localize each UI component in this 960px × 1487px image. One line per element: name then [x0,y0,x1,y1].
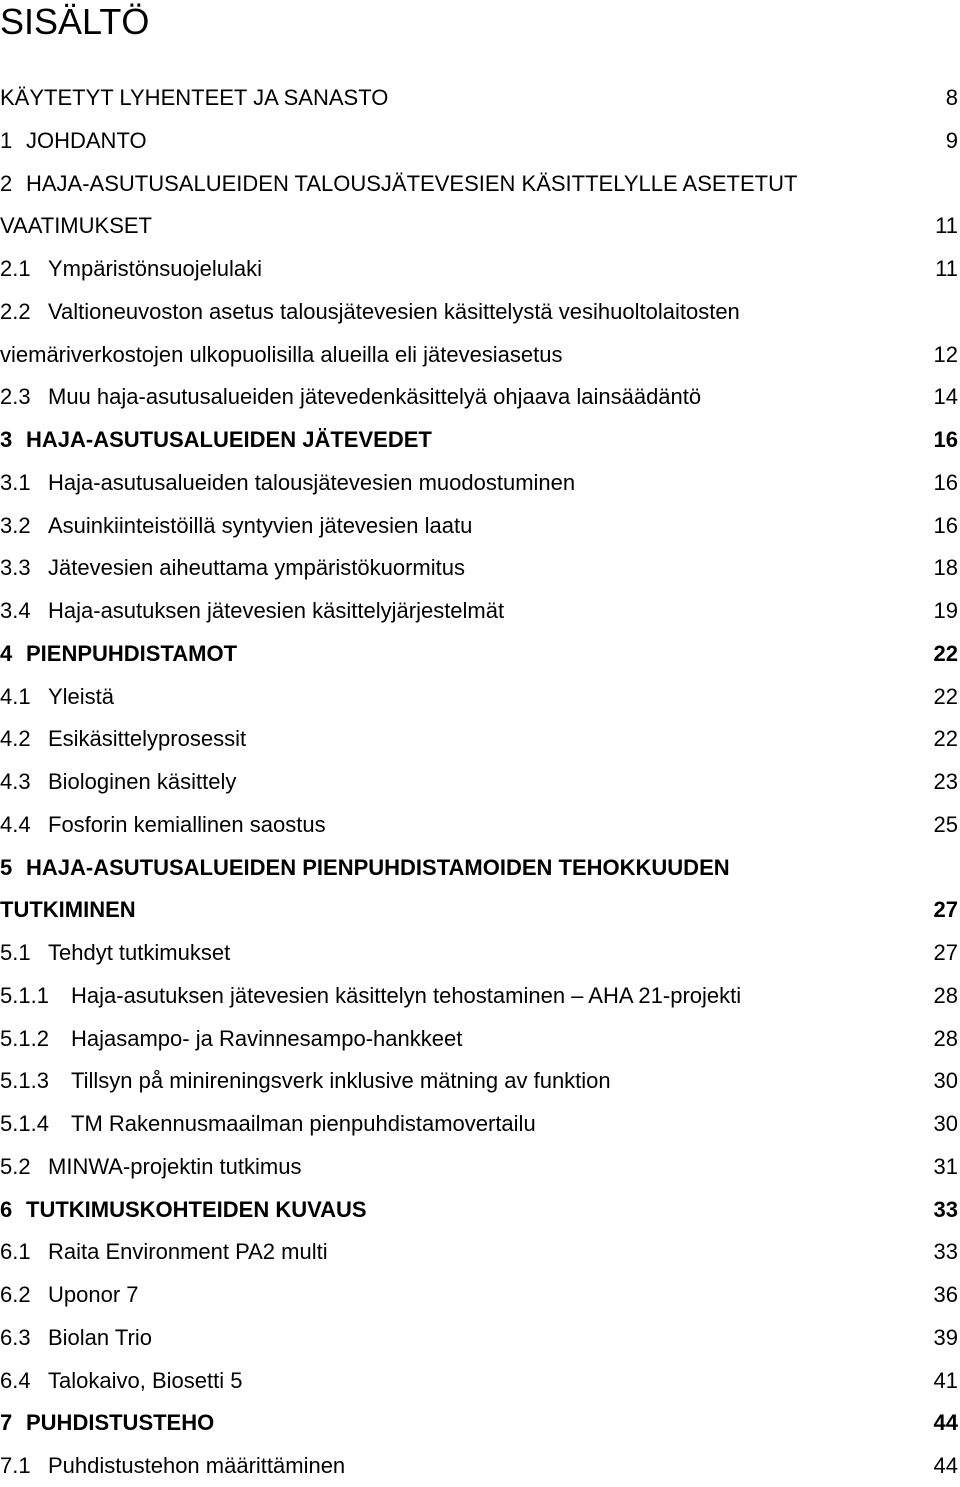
toc-entry-title: Esikäsittelyprosessit [48,726,247,752]
toc-entry[interactable] [0,847,958,889]
toc-entry-page: 33 [933,1196,958,1222]
toc-entry-title: TUTKIMUSKOHTEIDEN KUVAUS [26,1196,367,1222]
toc-entry-title: Biologinen käsittely [48,769,237,794]
toc-entry-number: 4.1 [0,683,31,709]
toc-entry-title: Haja-asutuksen jätevesien käsittelyn tehostaminen – AHA 21-projekti [71,982,742,1008]
toc-entry-number: 5.1.2 [0,1025,49,1051]
toc-entry-number: 5.2 [0,1153,31,1179]
toc-entry-title: Tillsyn på minireningsverk inklusive mätning av funktion [71,1068,611,1094]
toc-entry[interactable] [0,505,958,547]
toc-entry[interactable] [0,462,958,504]
toc-entry[interactable] [0,1360,958,1402]
toc-entry[interactable] [0,248,958,290]
toc-entry[interactable] [0,120,958,162]
toc-entry-page: 30 [933,1111,958,1136]
toc-entry-number: 3.3 [0,555,31,581]
toc-entry-number: 6.3 [0,1324,31,1350]
toc-entry[interactable] [0,590,958,632]
toc-entry-page: 16 [933,469,958,495]
toc-entry-page: 36 [933,1282,958,1307]
toc-entry[interactable] [0,1402,958,1444]
toc-entry-title: Raita Environment PA2 multi [48,1239,328,1265]
toc-entry-page: 22 [933,683,958,709]
toc-entry-title: HAJA-ASUTUSALUEIDEN JÄTEVEDET [26,427,432,452]
toc-entry-number: 2.1 [0,256,31,281]
toc-entry-page: 27 [933,897,958,923]
toc-entry-number: 5.1.4 [0,1111,49,1136]
toc-entry[interactable] [0,163,958,205]
toc-entry-page: 11 [935,256,958,281]
toc-entry-title: PUHDISTUSTEHO [26,1410,215,1436]
toc-entry-number: 2.2 [0,298,31,324]
toc-entry[interactable] [0,376,958,418]
toc-entry[interactable] [0,889,958,931]
toc-entry[interactable] [0,1445,958,1487]
page-title: SISÄLTÖ [0,1,150,42]
toc-entry-page: 9 [945,127,958,153]
toc-entry-page: 14 [933,384,958,410]
toc-entry-number: 5.1 [0,940,31,965]
toc-entry[interactable] [0,975,958,1017]
toc-entry[interactable] [0,932,958,974]
toc-entry-title: Talokaivo, Biosetti 5 [48,1367,243,1393]
toc-entry[interactable] [0,334,958,376]
toc-entry-number: 4 [0,640,13,666]
toc-entry-number: 6 [0,1196,13,1222]
toc-entry[interactable] [0,676,958,718]
toc-entry-number: 3 [0,427,13,452]
toc-entry-page: 16 [933,427,958,452]
toc-entry-number: 3.2 [0,512,31,538]
toc-entry-page: 30 [933,1068,958,1094]
toc-entry-title: TUTKIMINEN [0,897,136,923]
toc-entry-title: Puhdistustehon määrittäminen [48,1453,346,1478]
toc-entry-title: Tehdyt tutkimukset [48,940,231,965]
toc-entry-title: JOHDANTO [26,127,147,153]
toc-entry[interactable] [0,1231,958,1273]
toc-entry-page: 39 [933,1324,958,1350]
toc-entry-page: 41 [933,1367,958,1393]
toc-entry-page: 23 [933,769,958,794]
toc-entry-title: Muu haja-asutusalueiden jätevedenkäsittelyä ohjaava lainsäädäntö [48,384,702,410]
toc-entry-page: 8 [945,85,958,110]
toc-entry-page: 18 [933,555,958,581]
toc-entry-title: Uponor 7 [48,1282,139,1307]
toc-entry-title: Ympäristönsuojelulaki [48,256,262,281]
toc-entry-title: Fosforin kemiallinen saostus [48,811,326,837]
toc-entry-page: 19 [933,598,958,623]
toc-entry-number: 4.2 [0,726,31,752]
toc-entry-title: Valtioneuvoston asetus talousjätevesien käsittelystä vesihuoltolaitosten [48,298,740,324]
toc-entry-number: 3.4 [0,598,31,623]
toc-entry[interactable] [0,1060,958,1102]
toc-entry[interactable] [0,1274,958,1316]
toc-entry-number: 4.4 [0,811,31,837]
toc-entry-page: 27 [933,940,958,965]
toc-entry-page: 28 [933,1025,958,1051]
toc-entry[interactable] [0,1018,958,1060]
toc-entry-title: HAJA-ASUTUSALUEIDEN TALOUSJÄTEVESIEN KÄSITTELYLLE ASETETUT [26,170,798,196]
toc-entry-number: 4.3 [0,769,31,794]
toc-entry-title: HAJA-ASUTUSALUEIDEN PIENPUHDISTAMOIDEN TEHOKKUUDEN [26,854,730,880]
toc-entry[interactable] [0,77,958,119]
toc-entry-title: Asuinkiinteistöillä syntyvien jätevesien laatu [48,512,473,538]
toc-entry[interactable] [0,419,958,461]
toc-entry-title: VAATIMUKSET [0,213,152,239]
toc-entry-page: 16 [933,512,958,538]
toc-entry-page: 22 [933,640,958,666]
toc-entry-title: PIENPUHDISTAMOT [26,640,238,666]
toc-entry-number: 7.1 [0,1453,31,1478]
toc-entry-title: Yleistä [48,683,115,709]
toc-entry[interactable] [0,633,958,675]
toc-entry-page: 25 [933,811,958,837]
toc-entry-page: 28 [933,982,958,1008]
toc-entry-number: 2 [0,170,13,196]
toc-entry-page: 11 [935,213,958,239]
toc-entry-number: 2.3 [0,384,31,410]
toc-entry-number: 7 [0,1410,13,1436]
toc-entry-number: 6.1 [0,1239,31,1265]
toc-entry[interactable] [0,718,958,760]
toc-entry[interactable] [0,1146,958,1188]
toc-entry[interactable] [0,1189,958,1231]
toc-entry-number: 6.4 [0,1367,31,1393]
toc-entry-title: Hajasampo- ja Ravinnesampo-hankkeet [71,1025,463,1051]
toc-entry-page: 31 [933,1153,958,1179]
toc-entry[interactable] [0,804,958,846]
toc-entry-number: 5.1.3 [0,1068,49,1094]
toc-entry-title: KÄYTETYT LYHENTEET JA SANASTO [0,85,389,110]
toc-entry-title: MINWA-projektin tutkimus [48,1153,302,1179]
toc-entry[interactable] [0,761,958,803]
toc-entry[interactable] [0,1317,958,1359]
toc-entry-title: Haja-asutusalueiden talousjätevesien muodostuminen [48,469,576,495]
toc-entry[interactable] [0,1103,958,1145]
toc-entry-number: 5 [0,854,13,880]
toc-entry[interactable] [0,291,958,333]
toc-entry-page: 44 [933,1410,958,1436]
toc-entry-number: 5.1.1 [0,982,49,1008]
toc-entry[interactable] [0,547,958,589]
toc-entry-number: 3.1 [0,469,31,495]
toc-entry-title: Jätevesien aiheuttama ympäristökuormitus [48,555,465,581]
toc-entry-number: 1 [0,127,13,153]
toc-entry-number: 6.2 [0,1282,31,1307]
toc-entry-title: Biolan Trio [48,1324,152,1350]
toc-entry-title: TM Rakennusmaailman pienpuhdistamovertailu [71,1111,536,1136]
toc-entry-title: Haja-asutuksen jätevesien käsittelyjärjestelmät [48,598,505,623]
toc-entry-page: 33 [933,1239,958,1265]
toc-entry-page: 22 [933,726,958,752]
toc-entry-page: 12 [933,341,958,367]
toc-entry[interactable] [0,205,958,247]
toc-entry-title: viemäriverkostojen ulkopuolisilla alueilla eli jätevesiasetus [0,341,563,367]
toc-entry-page: 44 [933,1453,958,1478]
